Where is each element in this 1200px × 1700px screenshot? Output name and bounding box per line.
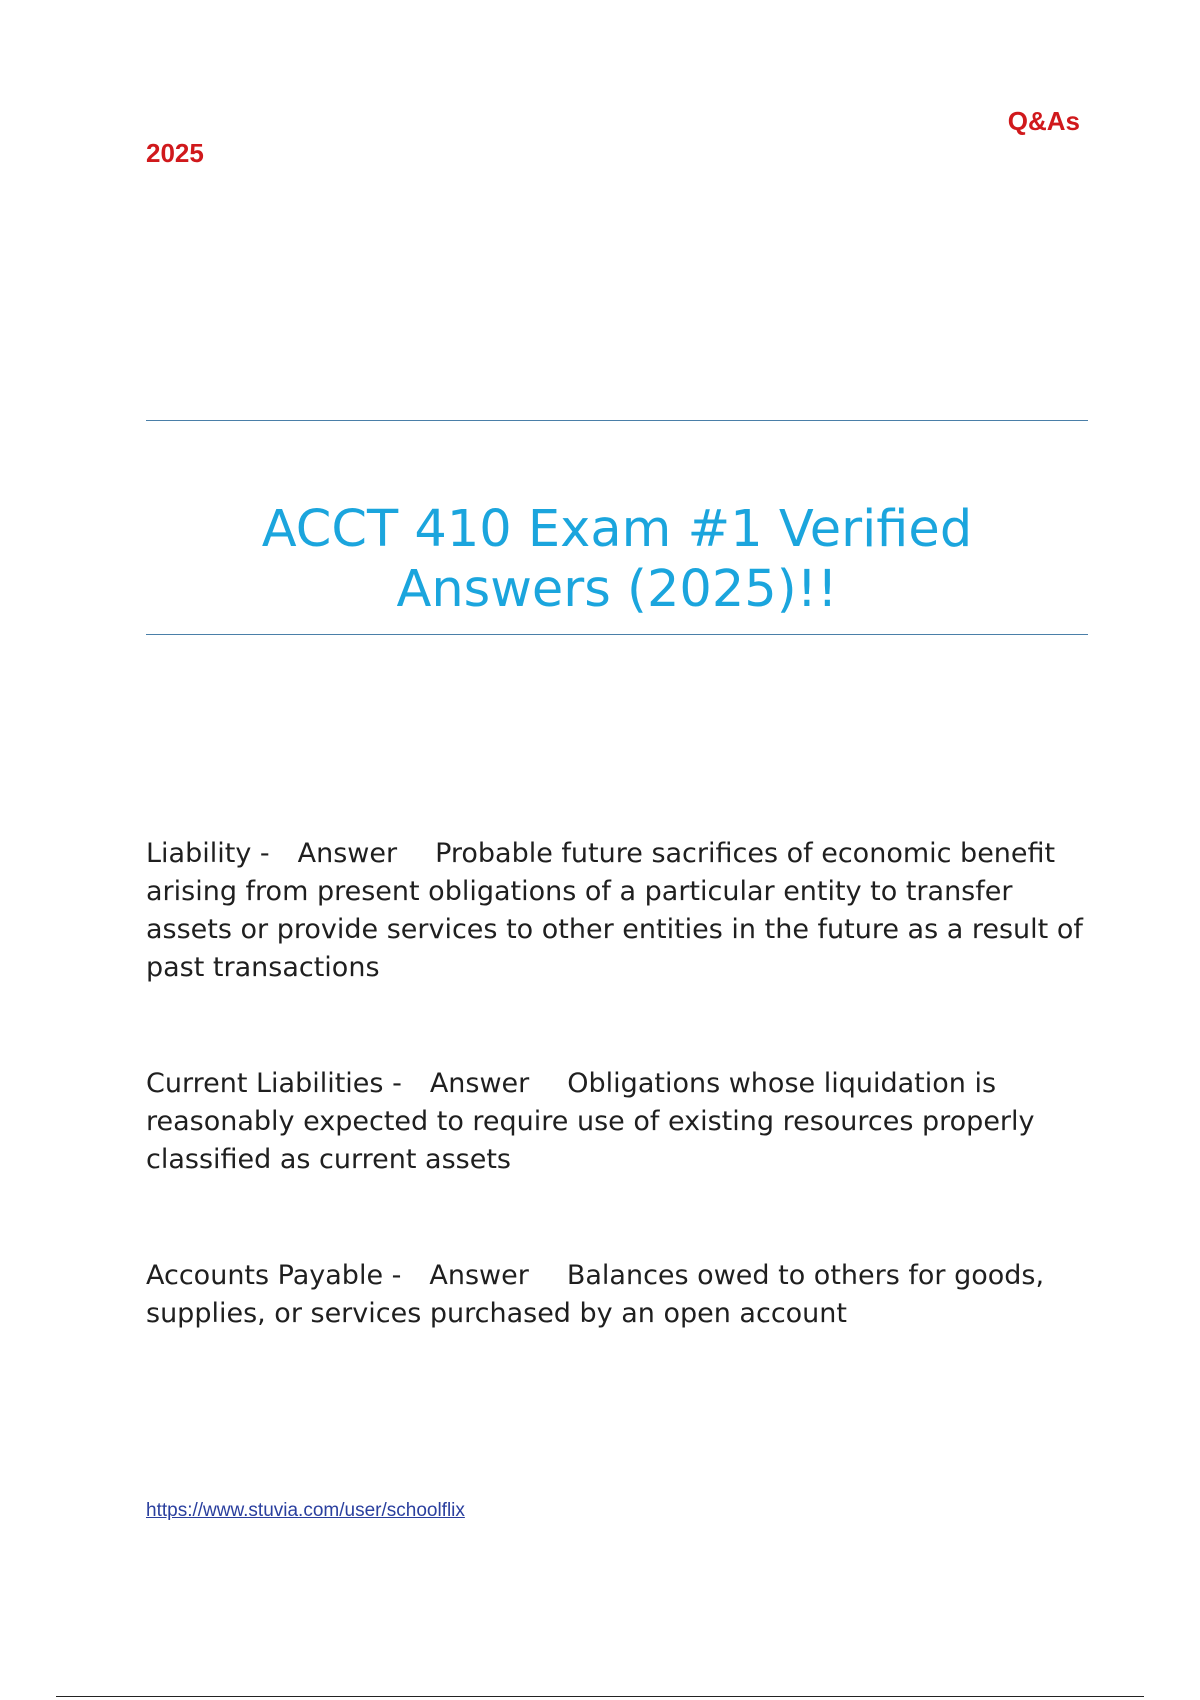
header-tag: Q&As [1007,106,1080,136]
title-rule-bottom [146,634,1088,635]
qa-definition: Obligations whose liquidation is reasonably expected to require use of existing resources properly classified as current assets [146,1068,1035,1175]
document-title [146,500,1088,620]
qa-term: Liability - [146,838,270,869]
title-line-1: ACCT 410 Exam #1 Verified [261,500,973,559]
source-link[interactable]: https://www.stuvia.com/user/schoolflix [146,1500,465,1521]
qa-term: Accounts Payable - [146,1260,402,1291]
qa-item-current-liabilities [146,1065,1096,1179]
qa-term: Current Liabilities - [146,1068,402,1099]
header-year: 2025 [146,138,204,168]
qa-answer-label: Answer [429,1260,529,1291]
title-line-2: Answers (2025)!! [396,560,838,619]
qa-answer-label: Answer [297,838,398,869]
qa-answer-label: Answer [429,1068,530,1099]
qa-item-accounts-payable [146,1257,1096,1333]
footer-rule [56,1696,1144,1697]
qa-definition: Probable future sacrifices of economic benefit arising from present obligations of a particular entity to transfer assets or provide services to other entities in the future as a result of past transactions [146,838,1083,983]
qa-definition: Balances owed to others for goods, supplies, or services purchased by an open account [146,1260,1045,1329]
title-rule-top [146,420,1088,421]
qa-item-liability [146,835,1096,987]
